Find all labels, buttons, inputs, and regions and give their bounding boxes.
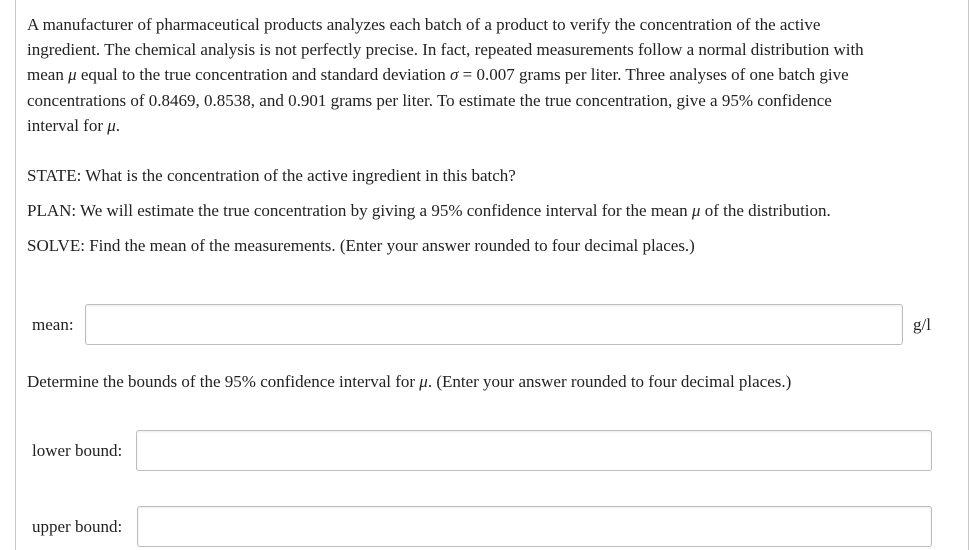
plan-text [27, 198, 927, 223]
problem-line-1: A manufacturer of pharmaceutical products analyzes each batch of a product to verify the concentration of the active [27, 15, 821, 34]
problem-line-2: ingredient. The chemical analysis is not perfectly precise. In fact, repeated measurements follow a normal distribution with [27, 40, 864, 60]
problem-statement [27, 12, 927, 138]
problem-line-3 [27, 62, 927, 87]
problem-text: mean [27, 65, 69, 85]
solve-text: SOLVE: Find the mean of the measurements. (Enter your answer rounded to four decimal places.) [27, 236, 695, 255]
upper-bound-input[interactable] [137, 506, 932, 547]
plan-text-part: of the distribution. [700, 201, 831, 220]
problem-text: . [115, 115, 121, 135]
bounds-text-part: . (Enter your answer rounded to four decimal places.) [427, 372, 792, 391]
plan-text-part: PLAN: We will estimate the true concentration by giving a 95% confidence interval for the mean [27, 201, 692, 220]
mu-symbol: μ [107, 115, 116, 135]
upper-bound-label: upper bound: [32, 517, 123, 536]
lower-bound-input[interactable] [136, 430, 932, 471]
lower-bound-label: lower bound: [32, 441, 123, 460]
mean-input[interactable] [85, 304, 903, 345]
mu-symbol: μ [691, 201, 701, 220]
problem-line-5 [27, 113, 927, 138]
problem-text: = 0.007 grams per liter. Three analyses of one batch give [458, 65, 849, 85]
mu-symbol: μ [419, 372, 428, 391]
problem-line-4: concentrations of 0.8469, 0.8538, and 0.901 grams per liter. To estimate the true concentration, give a 95% confidence [27, 90, 832, 110]
mean-unit-label: g/l [913, 315, 931, 334]
bounds-instruction [27, 369, 927, 394]
problem-text: interval for [27, 115, 108, 135]
problem-text: equal to the true concentration and standard deviation [76, 65, 451, 85]
mu-symbol: μ [68, 65, 77, 85]
state-text: STATE: What is the concentration of the active ingredient in this batch? [27, 166, 516, 185]
sigma-symbol: σ [450, 65, 459, 85]
bounds-text-part: Determine the bounds of the 95% confidence interval for [27, 372, 420, 391]
mean-label: mean: [32, 315, 74, 334]
